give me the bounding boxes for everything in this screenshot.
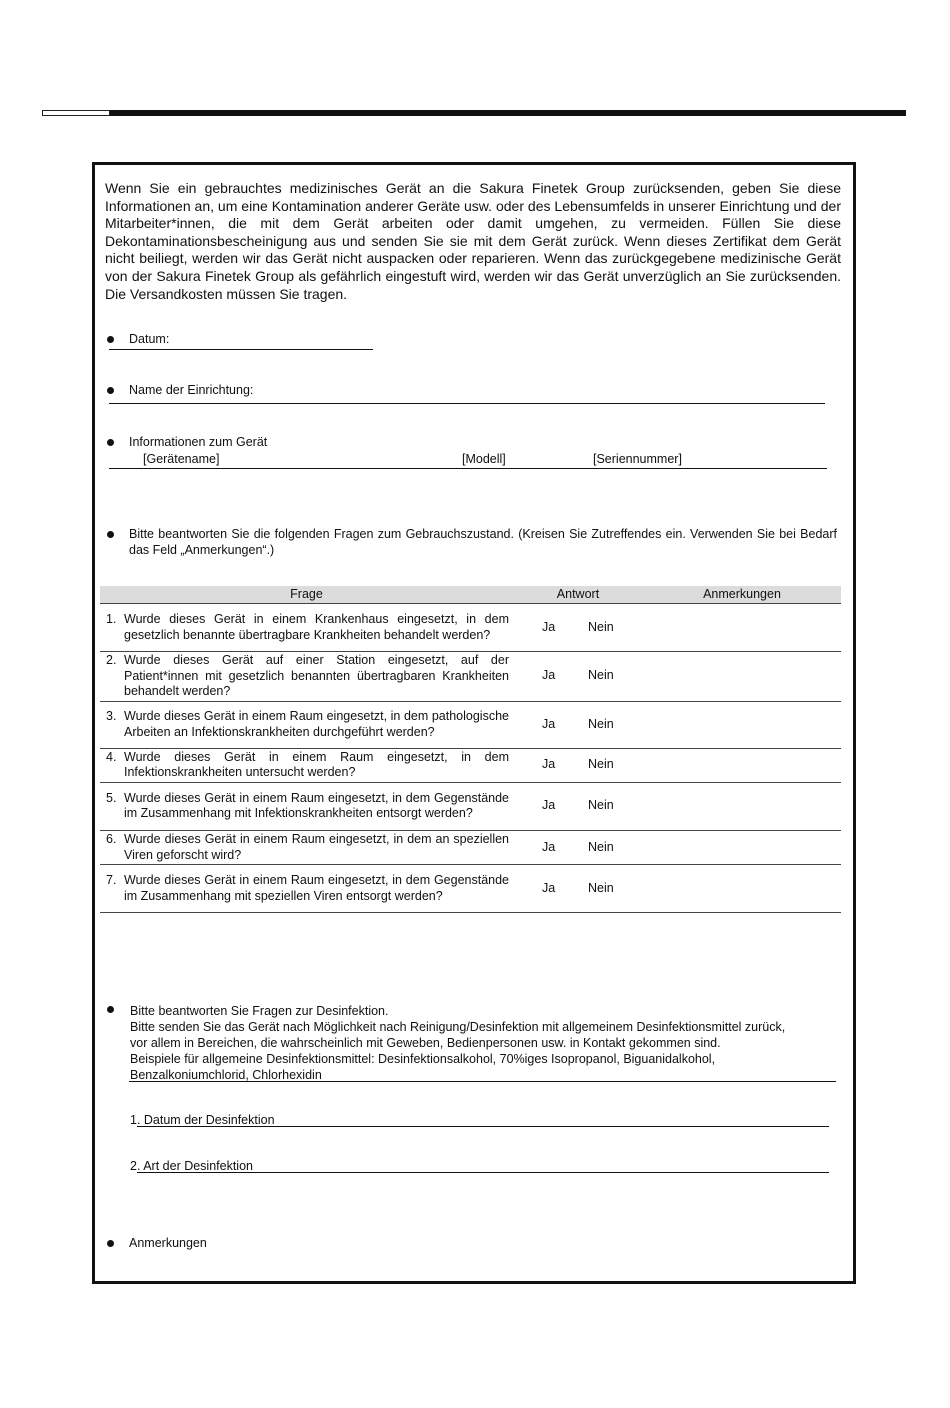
table-row [100, 701, 841, 748]
answer-yes[interactable]: Ja [542, 619, 556, 634]
disinfection-line-4: Benzalkoniumchlorid, Chlorhexidin [130, 1068, 322, 1082]
table-row [100, 865, 841, 913]
question-cell [100, 830, 513, 864]
remarks-cell[interactable] [643, 604, 841, 652]
remarks-cell[interactable] [643, 782, 841, 830]
question-text: Wurde dieses Gerät in einem Krankenhaus eingesetzt, in dem gesetzlich benannte übertragbare Krankheiten behandelt werden? [124, 611, 509, 642]
disinfection-line-2: vor allem in Bereichen, die wahrscheinlich mit Geweben, Bedienpersonen usw. in Kontakt gekommen sind. [130, 1036, 721, 1050]
remarks-cell[interactable] [643, 748, 841, 782]
table-row [100, 604, 841, 652]
remarks-cell[interactable] [643, 865, 841, 913]
remarks-cell[interactable] [643, 701, 841, 748]
question-number: 4. [106, 749, 117, 764]
remarks-cell[interactable] [643, 652, 841, 702]
answer-cell [513, 652, 643, 702]
bullet-icon [107, 439, 114, 446]
answer-no[interactable]: Nein [588, 757, 614, 772]
header-answer: Antwort [513, 586, 643, 604]
question-number: 1. [106, 611, 117, 626]
answer-no[interactable]: Nein [588, 716, 614, 731]
date-label: Datum: [129, 332, 170, 346]
question-number: 3. [106, 709, 117, 724]
bullet-icon [107, 336, 114, 343]
device-name-label: [Gerätename] [143, 452, 220, 466]
answer-cell [513, 830, 643, 864]
bullet-icon [107, 531, 114, 538]
table-row [100, 782, 841, 830]
disinfection-block [130, 1003, 840, 1083]
question-text: Wurde dieses Gerät auf einer Station eingesetzt, auf der Patient*innen mit gesetzlich benannten übertragbaren Krankheiten behandelt werden? [124, 653, 509, 699]
table-row [100, 748, 841, 782]
header-question: Frage [100, 586, 513, 604]
question-text: Wurde dieses Gerät in einem Raum eingesetzt, in dem pathologische Arbeiten an Infektionskrankheiten durchgeführt werden? [124, 709, 509, 739]
intro-paragraph: Wenn Sie ein gebrauchtes medizinisches Gerät an die Sakura Finetek Group zurücksenden, geben Sie diese Informationen an, um eine Kontamination anderer Geräte usw. oder des Lebensumfelds in unserer Einrichtung und der Mitarbeiter*innen, die mit dem Gerät arbeiten oder damit umgehen, zu vermeiden. Füllen Sie diese Dekontaminationsbescheinigung aus und senden Sie sie mit dem Gerät zurück. Wenn dieses Zertifikat dem Gerät nicht beiliegt, werden wir das Gerät nicht auspacken oder reparieren. Wenn das zurückgegebene medizinische Gerät von der Sakura Finetek Group als gefährlich eingestuft wird, werden wir das Gerät unverzüglich an Sie zurücksenden. Die Versandkosten müssen Sie tragen. [105, 180, 841, 302]
answer-no[interactable]: Nein [588, 668, 614, 683]
header-rule-light [42, 110, 110, 116]
question-cell [100, 782, 513, 830]
answer-yes[interactable]: Ja [542, 668, 556, 683]
answer-cell [513, 748, 643, 782]
model-label: [Modell] [462, 452, 506, 466]
disinfection-line-1: Bitte senden Sie das Gerät nach Möglichkeit nach Reinigung/Desinfektion mit allgemeinem Desinfektionsmittel zurück, [130, 1020, 786, 1034]
question-text: Wurde dieses Gerät in einem Raum eingesetzt, in dem Infektionskrankheiten untersucht werden? [124, 749, 509, 780]
answer-yes[interactable]: Ja [542, 757, 556, 772]
disinfection-date-input-line[interactable] [137, 1126, 829, 1127]
facility-input-line[interactable] [109, 403, 825, 404]
item-number: 2 [130, 1159, 137, 1173]
item-label: Datum der Desinfektion [143, 1113, 275, 1127]
header-remarks: Anmerkungen [643, 586, 841, 604]
bullet-icon [107, 387, 114, 394]
remarks-label: Anmerkungen [129, 1236, 207, 1250]
question-number: 6. [106, 831, 117, 846]
answer-cell [513, 865, 643, 913]
device-info-input-line[interactable] [109, 468, 827, 469]
answer-cell [513, 604, 643, 652]
question-number: 7. [106, 873, 117, 888]
usage-questions-table [100, 586, 841, 913]
question-text: Wurde dieses Gerät in einem Raum eingesetzt, in dem Gegenstände im Zusammenhang mit Infektionskrankheiten entsorgt werden? [124, 790, 509, 821]
table-row [100, 830, 841, 864]
question-cell [100, 701, 513, 748]
item-label: Art der Desinfektion [143, 1159, 253, 1173]
question-cell [100, 604, 513, 652]
bullet-icon [107, 1240, 114, 1247]
disinfection-divider [129, 1081, 836, 1082]
question-text: Wurde dieses Gerät in einem Raum eingesetzt, in dem Gegenstände im Zusammenhang mit speziellen Viren entsorgt werden? [124, 873, 509, 903]
answer-yes[interactable]: Ja [542, 880, 556, 895]
question-cell [100, 652, 513, 702]
item-number: 1 [130, 1113, 137, 1127]
disinfection-heading: Bitte beantworten Sie Fragen zur Desinfektion. [130, 1004, 389, 1018]
question-cell [100, 748, 513, 782]
facility-label: Name der Einrichtung: [129, 383, 254, 397]
question-text: Wurde dieses Gerät in einem Raum eingesetzt, in dem an speziellen Viren geforscht wird? [124, 831, 509, 862]
answer-yes[interactable]: Ja [542, 839, 556, 854]
question-number: 5. [106, 790, 117, 805]
serial-label: [Seriennummer] [593, 452, 682, 466]
table-header-row [100, 586, 841, 604]
answer-no[interactable]: Nein [588, 798, 614, 813]
table-row [100, 652, 841, 702]
disinfection-line-3: Beispiele für allgemeine Desinfektionsmittel: Desinfektionsalkohol, 70%iges Isopropanol, Biguanidalkohol, [130, 1052, 716, 1066]
header-rule-dark [110, 110, 906, 116]
device-info-label: Informationen zum Gerät [129, 435, 268, 449]
question-number: 2. [106, 653, 117, 667]
answer-cell [513, 782, 643, 830]
date-input-line[interactable] [109, 349, 373, 350]
answer-no[interactable]: Nein [588, 880, 614, 895]
disinfection-date-label: 1. Datum der Desinfektion [130, 1113, 275, 1127]
bullet-icon [107, 1006, 114, 1013]
answer-no[interactable]: Nein [588, 619, 614, 634]
answer-yes[interactable]: Ja [542, 798, 556, 813]
disinfection-type-input-line[interactable] [137, 1172, 829, 1173]
question-cell [100, 865, 513, 913]
questions-intro: Bitte beantworten Sie die folgenden Fragen zum Gebrauchszustand. (Kreisen Sie Zutreffendes ein. Verwenden Sie bei Bedarf das Feld „Anmerkungen“.) [129, 527, 837, 557]
answer-cell [513, 701, 643, 748]
answer-no[interactable]: Nein [588, 839, 614, 854]
disinfection-type-label: 2. Art der Desinfektion [130, 1159, 253, 1173]
remarks-cell[interactable] [643, 830, 841, 864]
answer-yes[interactable]: Ja [542, 716, 556, 731]
